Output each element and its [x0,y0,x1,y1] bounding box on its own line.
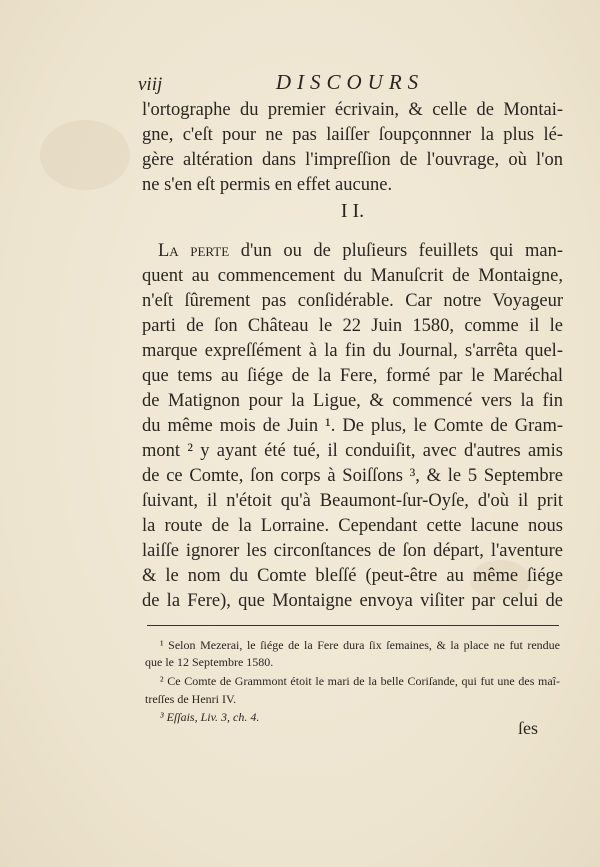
text-line: parti de ſon Château le 22 Juin 1580, comme il le [142,316,563,336]
section-heading: I I. [340,200,365,222]
footnote-1: ¹ Selon Mezerai, le ſiége de la Fere dura ſix ſemaines, & la place ne fut rendue [160,638,560,652]
page-number: viij [138,74,163,95]
text-line: ne s'en eſt permis en effet aucune. [142,175,393,195]
footnote-2-continuation: treſſes de Henri IV. [145,692,237,706]
footnote-rule [147,625,559,626]
text-line: que tems au ſiége de la Fere, formé par le Maréchal [142,366,563,386]
catchword: ſes [518,718,538,738]
footnote-1-continuation: que le 12 Septembre 1580. [145,655,274,669]
text-line: de ce Comte, ſon corps à Soiſſons ³, & le 5 Septembre [142,466,563,486]
text-line: & le nom du Comte bleſſé (peut-être au même ſiége [142,566,563,586]
text-line: gne, c'eſt pour ne pas laiſſer ſoupçonnner la plus lé- [142,125,563,145]
text-line: mont ² y ayant été tué, il conduiſit, avec d'autres amis [142,441,563,461]
text-line: de la Fere), que Montaigne envoya viſiter par celui de [142,591,563,611]
text-line: quent au commencement du Manuſcrit de Montaigne, [142,266,563,286]
paragraph-first-line [158,239,563,263]
text-line: laiſſe ignorer les circonſtances de ſon départ, l'aventure [142,541,563,561]
text-line: gère altération dans l'impreſſion de l'ouvrage, où l'on [142,150,563,170]
footnote-2: ² Ce Comte de Grammont étoit le mari de la belle Coriſande, qui fut une des maî- [160,674,560,688]
page-header [138,70,562,96]
text-line: de Matignon pour la Ligue, & commencé vers la fin [142,391,563,411]
text-line: du même mois de Juin ¹. De plus, le Comte de Gram- [142,416,563,436]
text-line: l'ortographe du premier écrivain, & celle de Montai- [142,100,563,120]
text-line: marque expreſſément à la fin du Journal, s'arrêta quel- [142,341,563,361]
footnote-3: ³ Eſſais, Liv. 3, ch. 4. [160,710,260,724]
paper-stain [40,120,130,190]
text-line: ſuivant, il n'étoit qu'à Beaumont-ſur-Oyſe, d'où il prit [142,491,563,511]
running-title: DISCOURS [275,70,425,94]
text-line: la route de la Lorraine. Cependant cette lacune nous [142,516,563,536]
text-line: n'eſt ſûrement pas conſidérable. Car notre Voyageur [142,291,563,311]
paragraph-lead: La perte [158,241,230,261]
paragraph-first-rest: d'un ou de pluſieurs feuillets qui man- [229,241,564,261]
